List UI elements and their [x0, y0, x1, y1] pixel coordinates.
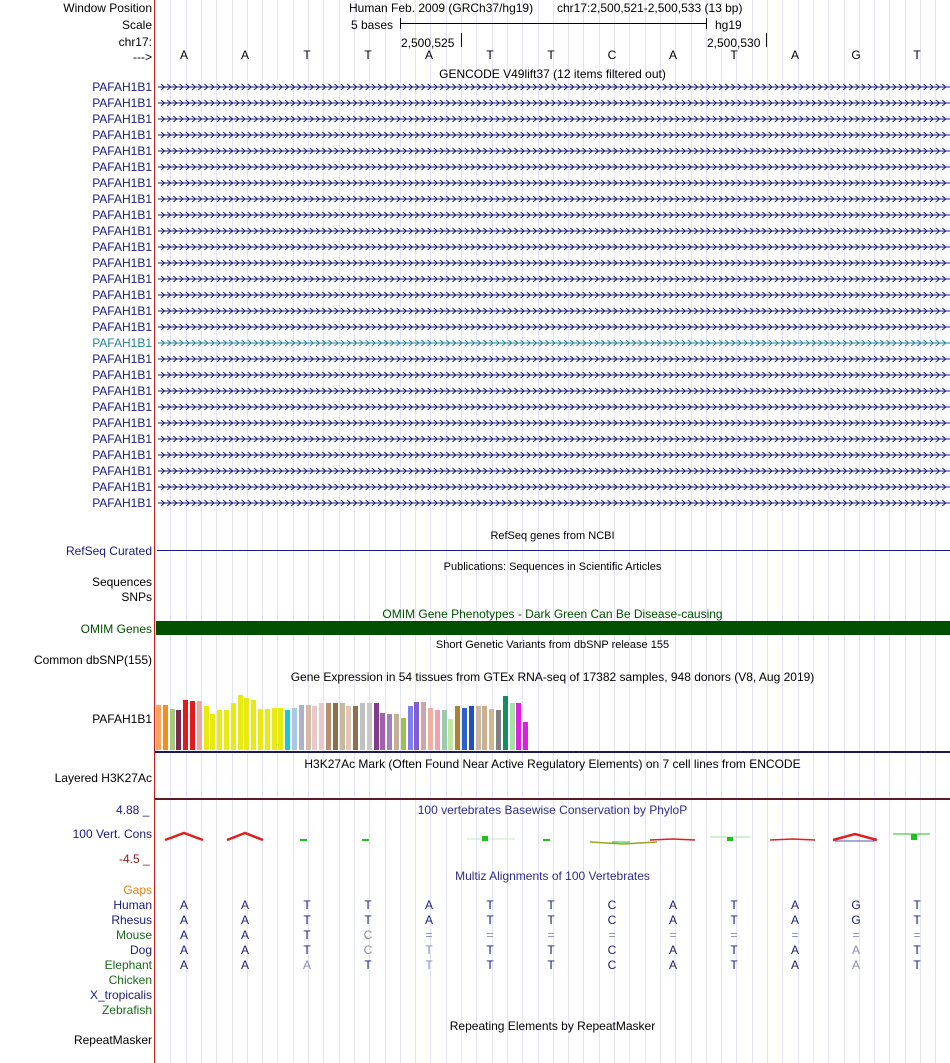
gencode-transcript-line[interactable] — [158, 319, 950, 335]
gtex-tissue-bar[interactable] — [340, 703, 345, 750]
gencode-transcript[interactable] — [0, 111, 950, 127]
base-letter: T — [486, 48, 494, 62]
gencode-transcript-line[interactable] — [158, 463, 950, 479]
gencode-transcript-line[interactable] — [158, 175, 950, 191]
base-letter: A — [668, 48, 677, 62]
alignment-base: T — [913, 958, 921, 972]
h3k27ac-title[interactable]: H3K27Ac Mark (Often Found Near Active Regulatory Elements) on 7 cell lines from ENCODE — [304, 757, 801, 771]
gencode-transcript-label[interactable]: PAFAH1B1 — [92, 256, 152, 270]
alignment-base: T — [913, 898, 921, 912]
gencode-transcript[interactable] — [0, 447, 950, 463]
alignment-base: A — [179, 928, 188, 942]
gtex-tissue-bar[interactable] — [197, 701, 202, 750]
phylop-min: -4.5 _ — [119, 852, 150, 866]
alignment-base: = — [852, 928, 860, 942]
alignment-base: T — [913, 943, 921, 957]
multiz-species-label[interactable]: Dog — [129, 943, 152, 957]
multiz-species-row[interactable] — [0, 973, 950, 988]
gtex-tissue-bar[interactable] — [367, 703, 372, 750]
alignment-base: T — [730, 958, 738, 972]
gencode-transcript-line[interactable] — [158, 191, 950, 207]
alignment-base: = — [425, 928, 433, 942]
gtex-tissue-bar[interactable] — [272, 708, 277, 750]
repeatmasker-label[interactable]: RepeatMasker — [73, 1033, 152, 1047]
multiz-species-row[interactable] — [0, 988, 950, 1003]
gencode-transcript-line[interactable] — [158, 79, 950, 95]
alignment-base: A — [240, 898, 249, 912]
scale-label: Scale — [121, 18, 152, 32]
gtex-gene-label[interactable]: PAFAH1B1 — [92, 712, 152, 726]
alignment-base: A — [179, 943, 188, 957]
phylop-max: 4.88 _ — [116, 803, 150, 817]
gtex-tissue-bar[interactable] — [238, 695, 243, 750]
alignment-base: T — [913, 913, 921, 927]
gencode-transcript-label[interactable]: PAFAH1B1 — [92, 304, 152, 318]
gtex-tissue-bar[interactable] — [210, 714, 215, 750]
gtex-tissue-bar[interactable] — [510, 703, 515, 750]
gencode-transcript-label[interactable]: PAFAH1B1 — [92, 272, 152, 286]
h3k27ac-label[interactable]: Layered H3K27Ac — [54, 771, 152, 785]
gencode-transcript-label[interactable]: PAFAH1B1 — [92, 144, 152, 158]
pubs-snps-label[interactable]: SNPs — [121, 590, 152, 604]
phylop-title[interactable]: 100 vertebrates Basewise Conservation by PhyloP — [417, 803, 688, 817]
gtex-tissue-bar[interactable] — [258, 709, 263, 750]
multiz-species-label[interactable]: Rhesus — [111, 913, 152, 927]
gencode-transcript[interactable] — [0, 319, 950, 335]
gtex-tissue-bar[interactable] — [333, 703, 338, 750]
gtex-tissue-bar[interactable] — [319, 703, 324, 750]
gencode-transcript-line[interactable] — [158, 111, 950, 127]
gtex-tissue-bar[interactable] — [523, 722, 528, 750]
gencode-transcript[interactable] — [0, 495, 950, 511]
gencode-transcript[interactable] — [0, 367, 950, 383]
gencode-transcript-line[interactable] — [158, 383, 950, 399]
alignment-base: = — [486, 928, 494, 942]
gencode-transcript[interactable] — [0, 207, 950, 223]
multiz-species-label[interactable]: Mouse — [115, 928, 152, 942]
base-letter: T — [364, 48, 372, 62]
gencode-transcript-label[interactable]: PAFAH1B1 — [92, 80, 152, 94]
gtex-tissue-bar[interactable] — [183, 700, 188, 750]
gencode-transcript-label[interactable]: PAFAH1B1 — [92, 160, 152, 174]
alignment-base: A — [668, 958, 677, 972]
gencode-transcript[interactable] — [0, 351, 950, 367]
alignment-base: T — [364, 913, 372, 927]
multiz-species-row[interactable] — [0, 898, 950, 913]
gencode-transcript[interactable] — [0, 383, 950, 399]
gencode-transcript-label[interactable]: PAFAH1B1 — [92, 224, 152, 238]
gtex-tissue-bar[interactable] — [204, 706, 209, 750]
gtex-tissue-bar[interactable] — [299, 705, 304, 750]
gtex-expression-bars[interactable] — [156, 684, 950, 750]
ruler-tick-label: 2,500,530 — [707, 36, 761, 50]
alignment-base: C — [363, 928, 373, 942]
gencode-transcript[interactable] — [0, 399, 950, 415]
base-letter: A — [424, 48, 433, 62]
alignment-base: T — [547, 958, 555, 972]
gtex-tissue-bar[interactable] — [455, 706, 460, 750]
multiz-species-row[interactable] — [0, 913, 950, 928]
gtex-tissue-bar[interactable] — [414, 702, 419, 750]
gtex-tissue-bar[interactable] — [224, 710, 229, 750]
gencode-transcript[interactable] — [0, 95, 950, 111]
gencode-transcript[interactable] — [0, 223, 950, 239]
gencode-transcript-label[interactable]: PAFAH1B1 — [92, 352, 152, 366]
dbsnp-title[interactable]: Short Genetic Variants from dbSNP release 155 — [435, 639, 670, 651]
gtex-tissue-bar[interactable] — [448, 719, 453, 750]
gtex-tissue-bar[interactable] — [285, 710, 290, 750]
alignment-base: T — [364, 958, 372, 972]
gencode-transcript-line[interactable] — [158, 495, 950, 511]
alignment-base: C — [607, 958, 617, 972]
base-letter: G — [851, 48, 861, 62]
scale-bar-left-cap — [400, 18, 401, 29]
gencode-transcript-label[interactable]: PAFAH1B1 — [92, 96, 152, 110]
gencode-transcript-label[interactable]: PAFAH1B1 — [92, 320, 152, 334]
alignment-base: A — [424, 898, 433, 912]
alignment-base: A — [240, 928, 249, 942]
gencode-transcript-label[interactable]: PAFAH1B1 — [92, 240, 152, 254]
gtex-tissue-bar[interactable] — [265, 709, 270, 750]
alignment-base: T — [425, 958, 433, 972]
alignment-base: A — [302, 958, 311, 972]
gencode-transcript-label[interactable]: PAFAH1B1 — [92, 176, 152, 190]
alignment-base: G — [851, 898, 861, 912]
gencode-transcript[interactable] — [0, 463, 950, 479]
base-letter: A — [179, 48, 188, 62]
alignment-base: C — [607, 943, 617, 957]
alignment-base: T — [730, 943, 738, 957]
alignment-base: T — [364, 898, 372, 912]
gencode-transcript-label[interactable]: PAFAH1B1 — [92, 432, 152, 446]
alignment-base: T — [547, 898, 555, 912]
gtex-tissue-bar[interactable] — [244, 698, 249, 750]
pubs-title[interactable]: Publications: Sequences in Scientific Articles — [443, 561, 662, 573]
gtex-tissue-bar[interactable] — [170, 709, 175, 750]
pubs-sequences-label[interactable]: Sequences — [91, 575, 152, 589]
gencode-transcript[interactable] — [0, 239, 950, 255]
gencode-transcript-label[interactable]: PAFAH1B1 — [92, 288, 152, 302]
alignment-base: A — [790, 943, 799, 957]
gencode-transcript-line[interactable] — [158, 95, 950, 111]
ruler-tick — [461, 33, 462, 47]
alignment-base: A — [240, 913, 249, 927]
alignment-base: = — [608, 928, 616, 942]
alignment-base: A — [179, 958, 188, 972]
scale-bar — [401, 23, 706, 24]
multiz-title[interactable]: Multiz Alignments of 100 Vertebrates — [455, 869, 650, 883]
gtex-tissue-bar[interactable] — [326, 703, 331, 750]
alignment-base: A — [668, 913, 677, 927]
scale-db: hg19 — [715, 18, 742, 32]
gencode-transcript-label[interactable]: PAFAH1B1 — [92, 112, 152, 126]
multiz-species-row[interactable] — [0, 958, 950, 973]
gtex-tissue-bar[interactable] — [516, 703, 521, 750]
scale-bases: 5 bases — [351, 18, 394, 32]
gencode-title[interactable]: GENCODE V49lift37 (12 items filtered out) — [439, 67, 666, 81]
refseq-label[interactable]: RefSeq Curated — [65, 544, 152, 558]
chrom-label: chr17: — [118, 35, 152, 49]
repeatmasker-title[interactable]: Repeating Elements by RepeatMasker — [449, 1019, 656, 1033]
gencode-transcript-line[interactable] — [158, 479, 950, 495]
gtex-tissue-bar[interactable] — [503, 696, 508, 750]
gencode-transcript[interactable] — [0, 159, 950, 175]
omim-feature-bar[interactable] — [156, 621, 950, 635]
gencode-transcript-label[interactable]: PAFAH1B1 — [92, 400, 152, 414]
alignment-base: T — [547, 943, 555, 957]
omim-title[interactable]: OMIM Gene Phenotypes - Dark Green Can Be Disease-causing — [382, 607, 723, 621]
alignment-base: A — [790, 898, 799, 912]
gencode-transcript[interactable] — [0, 191, 950, 207]
alignment-base: C — [607, 913, 617, 927]
gtex-baseline — [155, 751, 950, 753]
omim-label[interactable]: OMIM Genes — [80, 622, 152, 636]
base-sequence-row — [0, 48, 950, 64]
alignment-base: T — [547, 913, 555, 927]
region-text[interactable]: chr17:2,500,521-2,500,533 (13 bp) — [557, 1, 743, 15]
gtex-tissue-bar[interactable] — [489, 709, 494, 750]
phylop-graph[interactable] — [155, 820, 950, 850]
gencode-transcript-line[interactable] — [158, 287, 950, 303]
gencode-transcript-line[interactable] — [158, 143, 950, 159]
gencode-transcript-line[interactable] — [158, 351, 950, 367]
gencode-transcript[interactable] — [0, 79, 950, 95]
alignment-base: T — [303, 943, 311, 957]
gencode-transcript-label[interactable]: PAFAH1B1 — [92, 480, 152, 494]
gencode-transcript[interactable] — [0, 255, 950, 271]
gencode-transcript[interactable] — [0, 303, 950, 319]
base-letter: T — [913, 48, 921, 62]
gencode-transcript[interactable] — [0, 271, 950, 287]
gtex-tissue-bar[interactable] — [401, 718, 406, 750]
gtex-tissue-bar[interactable] — [360, 703, 365, 750]
multiz-species-label[interactable]: Elephant — [104, 958, 152, 972]
gencode-transcript-label[interactable]: PAFAH1B1 — [92, 192, 152, 206]
gencode-transcript-line[interactable] — [158, 127, 950, 143]
base-letter: T — [547, 48, 555, 62]
alignment-base: T — [730, 898, 738, 912]
alignment-base: A — [851, 958, 860, 972]
window-position-label: Window Position — [63, 1, 152, 15]
dbsnp-label[interactable]: Common dbSNP(155) — [33, 653, 152, 667]
gencode-transcript-label[interactable]: PAFAH1B1 — [92, 128, 152, 142]
alignment-base: T — [486, 943, 494, 957]
gencode-transcript-line[interactable] — [158, 447, 950, 463]
gtex-tissue-bar[interactable] — [435, 710, 440, 750]
alignment-base: A — [179, 913, 188, 927]
gtex-tissue-bar[interactable] — [482, 706, 487, 750]
gencode-transcript-line[interactable] — [158, 271, 950, 287]
h3k27ac-baseline — [155, 798, 950, 800]
gencode-transcript-line[interactable] — [158, 239, 950, 255]
alignment-base: C — [607, 898, 617, 912]
gtex-tissue-bar[interactable] — [421, 702, 426, 750]
gencode-transcript[interactable] — [0, 431, 950, 447]
alignment-base: T — [425, 943, 433, 957]
multiz-species-row[interactable] — [0, 928, 950, 943]
alignment-base: T — [486, 958, 494, 972]
strand-label: ---> — [133, 50, 152, 64]
gtex-tissue-bar[interactable] — [156, 705, 161, 750]
multiz-species-label[interactable]: X_tropicalis — [89, 988, 152, 1002]
multiz-gaps-label: Gaps — [123, 883, 152, 897]
gtex-tissue-bar[interactable] — [380, 713, 385, 750]
alignment-base: A — [668, 943, 677, 957]
gtex-tissue-bar[interactable] — [353, 706, 358, 750]
gencode-transcript-line[interactable] — [158, 303, 950, 319]
gtex-tissue-bar[interactable] — [496, 710, 501, 750]
ruler-tick — [766, 33, 767, 47]
gencode-transcript[interactable] — [0, 287, 950, 303]
base-letter: T — [303, 48, 311, 62]
refseq-title[interactable]: RefSeq genes from NCBI — [490, 530, 615, 542]
gencode-transcript-line[interactable] — [158, 159, 950, 175]
gencode-transcript-label[interactable]: PAFAH1B1 — [92, 448, 152, 462]
alignment-base: = — [730, 928, 738, 942]
gencode-transcript-line[interactable] — [158, 367, 950, 383]
gencode-transcript[interactable] — [0, 127, 950, 143]
gencode-transcript-label[interactable]: PAFAH1B1 — [92, 336, 152, 350]
gtex-tissue-bar[interactable] — [251, 700, 256, 750]
gtex-tissue-bar[interactable] — [387, 714, 392, 750]
alignment-base: A — [790, 913, 799, 927]
gtex-tissue-bar[interactable] — [217, 710, 222, 750]
gtex-tissue-bar[interactable] — [278, 708, 283, 750]
phylop-label[interactable]: 100 Vert. Cons — [72, 827, 152, 841]
gencode-transcript[interactable] — [0, 335, 950, 351]
gtex-tissue-bar[interactable] — [374, 703, 379, 750]
gencode-transcript[interactable] — [0, 479, 950, 495]
gtex-tissue-bar[interactable] — [231, 703, 236, 750]
gtex-tissue-bar[interactable] — [176, 710, 181, 750]
gencode-transcript-label[interactable]: PAFAH1B1 — [92, 384, 152, 398]
gencode-transcript-label[interactable]: PAFAH1B1 — [92, 208, 152, 222]
alignment-base: A — [240, 958, 249, 972]
gtex-tissue-bar[interactable] — [408, 706, 413, 750]
gtex-tissue-bar[interactable] — [163, 705, 168, 750]
alignment-base: T — [730, 913, 738, 927]
gencode-transcript-label[interactable]: PAFAH1B1 — [92, 368, 152, 382]
gtex-tissue-bar[interactable] — [346, 706, 351, 750]
gtex-title[interactable]: Gene Expression in 54 tissues from GTEx RNA-seq of 17382 samples, 948 donors (V8, Aug 2019) — [290, 670, 815, 684]
alignment-base: = — [669, 928, 677, 942]
gtex-tissue-bar[interactable] — [462, 708, 467, 750]
gtex-tissue-bar[interactable] — [312, 706, 317, 750]
alignment-base: = — [791, 928, 799, 942]
gencode-transcript-line[interactable] — [158, 207, 950, 223]
alignment-base: A — [668, 898, 677, 912]
base-letter: A — [790, 48, 799, 62]
multiz-species-row[interactable] — [0, 943, 950, 958]
alignment-base: = — [913, 928, 921, 942]
alignment-base: A — [424, 913, 433, 927]
gtex-tissue-bar[interactable] — [292, 708, 297, 750]
alignment-base: T — [303, 898, 311, 912]
alignment-base: T — [303, 928, 311, 942]
gtex-tissue-bar[interactable] — [306, 705, 311, 750]
gencode-transcript-label[interactable]: PAFAH1B1 — [92, 416, 152, 430]
alignment-base: C — [363, 943, 373, 957]
alignment-base: G — [851, 913, 861, 927]
gencode-transcript-line[interactable] — [158, 415, 950, 431]
ruler-tick-label: 2,500,525 — [401, 36, 455, 50]
gtex-tissue-bar[interactable] — [442, 710, 447, 750]
gencode-transcript-line[interactable] — [158, 431, 950, 447]
alignment-base: A — [851, 943, 860, 957]
base-letter: A — [240, 48, 249, 62]
alignment-base: A — [179, 898, 188, 912]
gencode-transcript-label[interactable]: PAFAH1B1 — [92, 464, 152, 478]
gtex-tissue-bar[interactable] — [190, 701, 195, 750]
gencode-transcript-line[interactable] — [158, 255, 950, 271]
refseq-gene-line[interactable] — [157, 550, 950, 551]
gencode-transcript[interactable] — [0, 175, 950, 191]
gtex-tissue-bar[interactable] — [428, 708, 433, 750]
gtex-tissue-bar[interactable] — [469, 706, 474, 750]
base-letter: C — [607, 48, 617, 62]
multiz-species-label[interactable]: Human — [113, 898, 152, 912]
multiz-species-row[interactable] — [0, 1003, 950, 1018]
gencode-transcript-line[interactable] — [158, 223, 950, 239]
gencode-transcript-label[interactable]: PAFAH1B1 — [92, 496, 152, 510]
gencode-transcript-line[interactable] — [158, 399, 950, 415]
gtex-tissue-bar[interactable] — [394, 714, 399, 750]
multiz-species-label[interactable]: Chicken — [108, 973, 152, 987]
alignment-base: A — [240, 943, 249, 957]
alignment-base: A — [790, 958, 799, 972]
base-letter: T — [730, 48, 738, 62]
alignment-base: = — [547, 928, 555, 942]
gencode-transcript[interactable] — [0, 415, 950, 431]
gencode-transcript-line[interactable] — [158, 335, 950, 351]
alignment-base: T — [303, 913, 311, 927]
assembly-text: Human Feb. 2009 (GRCh37/hg19) — [349, 1, 534, 15]
multiz-species-label[interactable]: Zebrafish — [101, 1003, 152, 1017]
gencode-transcript[interactable] — [0, 143, 950, 159]
alignment-base: T — [486, 913, 494, 927]
gtex-tissue-bar[interactable] — [476, 706, 481, 750]
alignment-base: T — [486, 898, 494, 912]
scale-bar-right-cap — [706, 18, 707, 29]
